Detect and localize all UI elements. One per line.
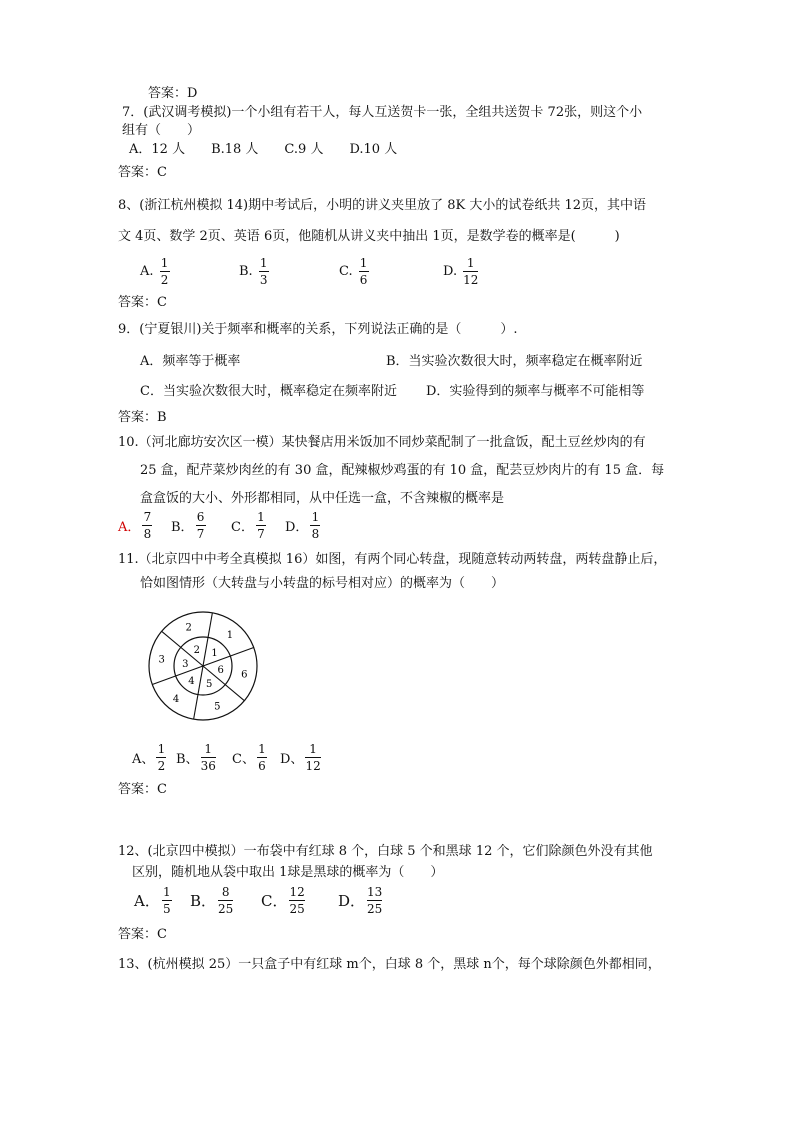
q11-line1: 11.（北京四中中考全真模拟 16）如图，有两个同心转盘，现随意转动两转盘，两转盘静止后，	[118, 552, 667, 567]
q8-option-a: A. $\frac{1}{2}$	[140, 256, 169, 287]
outer-sector-label: 6	[241, 669, 248, 681]
q7-options: A．12 人 B.18 人 C.9 人 D.10 人	[129, 142, 398, 157]
wheel-spoke	[152, 666, 203, 684]
q10-line1: 10.（河北廊坊安次区一模）某快餐店用米饭加不同炒菜配制了一批盒饭，配土豆丝炒肉的有	[118, 435, 646, 450]
q12-option-b: B． $\frac{8}{25}$	[190, 885, 234, 916]
q8-line1: 8、(浙江杭州模拟 14)期中考试后，小明的讲义夹里放了 8K 大小的试卷纸共 12页，其中语	[118, 198, 647, 213]
outer-sector-label: 5	[214, 701, 221, 713]
inner-sector-label: 6	[217, 665, 224, 677]
q11-option-b: B、 $\frac{1}{36}$	[176, 742, 216, 773]
inner-sector-label: 3	[182, 658, 189, 670]
inner-sector-label: 4	[188, 675, 195, 687]
outer-sector-label: 3	[158, 654, 165, 666]
q12-option-d: D． $\frac{13}{25}$	[338, 885, 383, 916]
q10-option-c: C． $\frac{1}{7}$	[231, 510, 265, 541]
wheel-spoke	[194, 666, 203, 719]
inner-sector-label: 5	[205, 678, 213, 690]
q11-line2: 恰如图情形（大转盘与小转盘的标号相对应）的概率为（ ）	[140, 576, 505, 591]
answer-7: 答案：C	[118, 165, 167, 180]
q12-line1: 12、(北京四中模拟）一布袋中有红球 8 个，白球 5 个和黑球 12 个，它们除颜色外没有其他	[118, 844, 653, 859]
answer-9: 答案：B	[118, 410, 167, 425]
q11-option-a: A、 $\frac{1}{2}$	[132, 742, 166, 773]
q9-option-b: B．当实验次数很大时，频率稳定在概率附近	[386, 354, 643, 369]
answer-11: 答案：C	[118, 782, 167, 797]
inner-sector-label: 1	[211, 648, 218, 660]
q13-line1: 13、(杭州模拟 25）一只盒子中有红球 m个，白球 8 个，黑球 n个，每个球除颜色外都相同，	[118, 957, 661, 972]
q8-option-b: B. $\frac{1}{3}$	[239, 256, 268, 287]
q8-option-d: D. $\frac{1}{12}$	[443, 256, 479, 287]
q11-option-c: C、 $\frac{1}{6}$	[232, 742, 266, 773]
q9-option-c: C．当实验次数很大时，概率稳定在频率附近	[140, 384, 397, 399]
q8-line2: 文 4页、数学 2页、英语 6页，他随机从讲义夹中抽出 1页，是数学卷的概率是( )	[118, 229, 620, 244]
q7-line2: 组有（ ）	[122, 123, 201, 138]
q12-option-a: A． $\frac{1}{5}$	[134, 885, 171, 916]
q10-option-d: D． $\frac{1}{8}$	[285, 510, 320, 541]
inner-sector-label: 2	[193, 645, 201, 657]
q10-option-a: A． $\frac{7}{8}$	[118, 510, 152, 541]
outer-sector-label: 1	[226, 629, 234, 641]
q12-option-c: C． $\frac{12}{25}$	[261, 885, 305, 916]
q11-option-d: D、 $\frac{1}{12}$	[280, 742, 321, 773]
answer-12: 答案：C	[118, 927, 167, 942]
q10-line3: 盒盒饭的大小、外形都相同，从中任选一盒，不含辣椒的概率是	[140, 491, 505, 506]
wheel-spokes	[152, 613, 253, 719]
answer-6: 答案：D	[148, 86, 198, 101]
concentric-wheels-figure	[141, 610, 265, 722]
q10-line2: 25 盒，配芹菜炒肉丝的有 30 盒，配辣椒炒鸡蛋的有 10 盒，配芸豆炒肉片的有 15 盒．每	[140, 463, 665, 478]
outer-sector-label: 4	[172, 694, 180, 706]
q9-line1: 9．(宁夏银川)关于频率和概率的关系，下列说法正确的是（ ）.	[118, 322, 518, 337]
q7-line1: 7．(武汉调考模拟)一个小组有若干人，每人互送贺卡一张，全组共送贺卡 72张，则这个小	[122, 105, 643, 120]
q8-option-c: C. $\frac{1}{6}$	[339, 256, 368, 287]
outer-sector-label: 2	[185, 622, 192, 634]
answer-8: 答案：C	[118, 295, 167, 310]
q9-option-a: A．频率等于概率	[140, 354, 241, 369]
q10-option-b: B． $\frac{6}{7}$	[171, 510, 205, 541]
q9-option-d: D．实验得到的频率与概率不可能相等	[426, 384, 645, 399]
q12-line2: 区别，随机地从袋中取出 1球是黑球的概率为（ ）	[132, 865, 444, 880]
